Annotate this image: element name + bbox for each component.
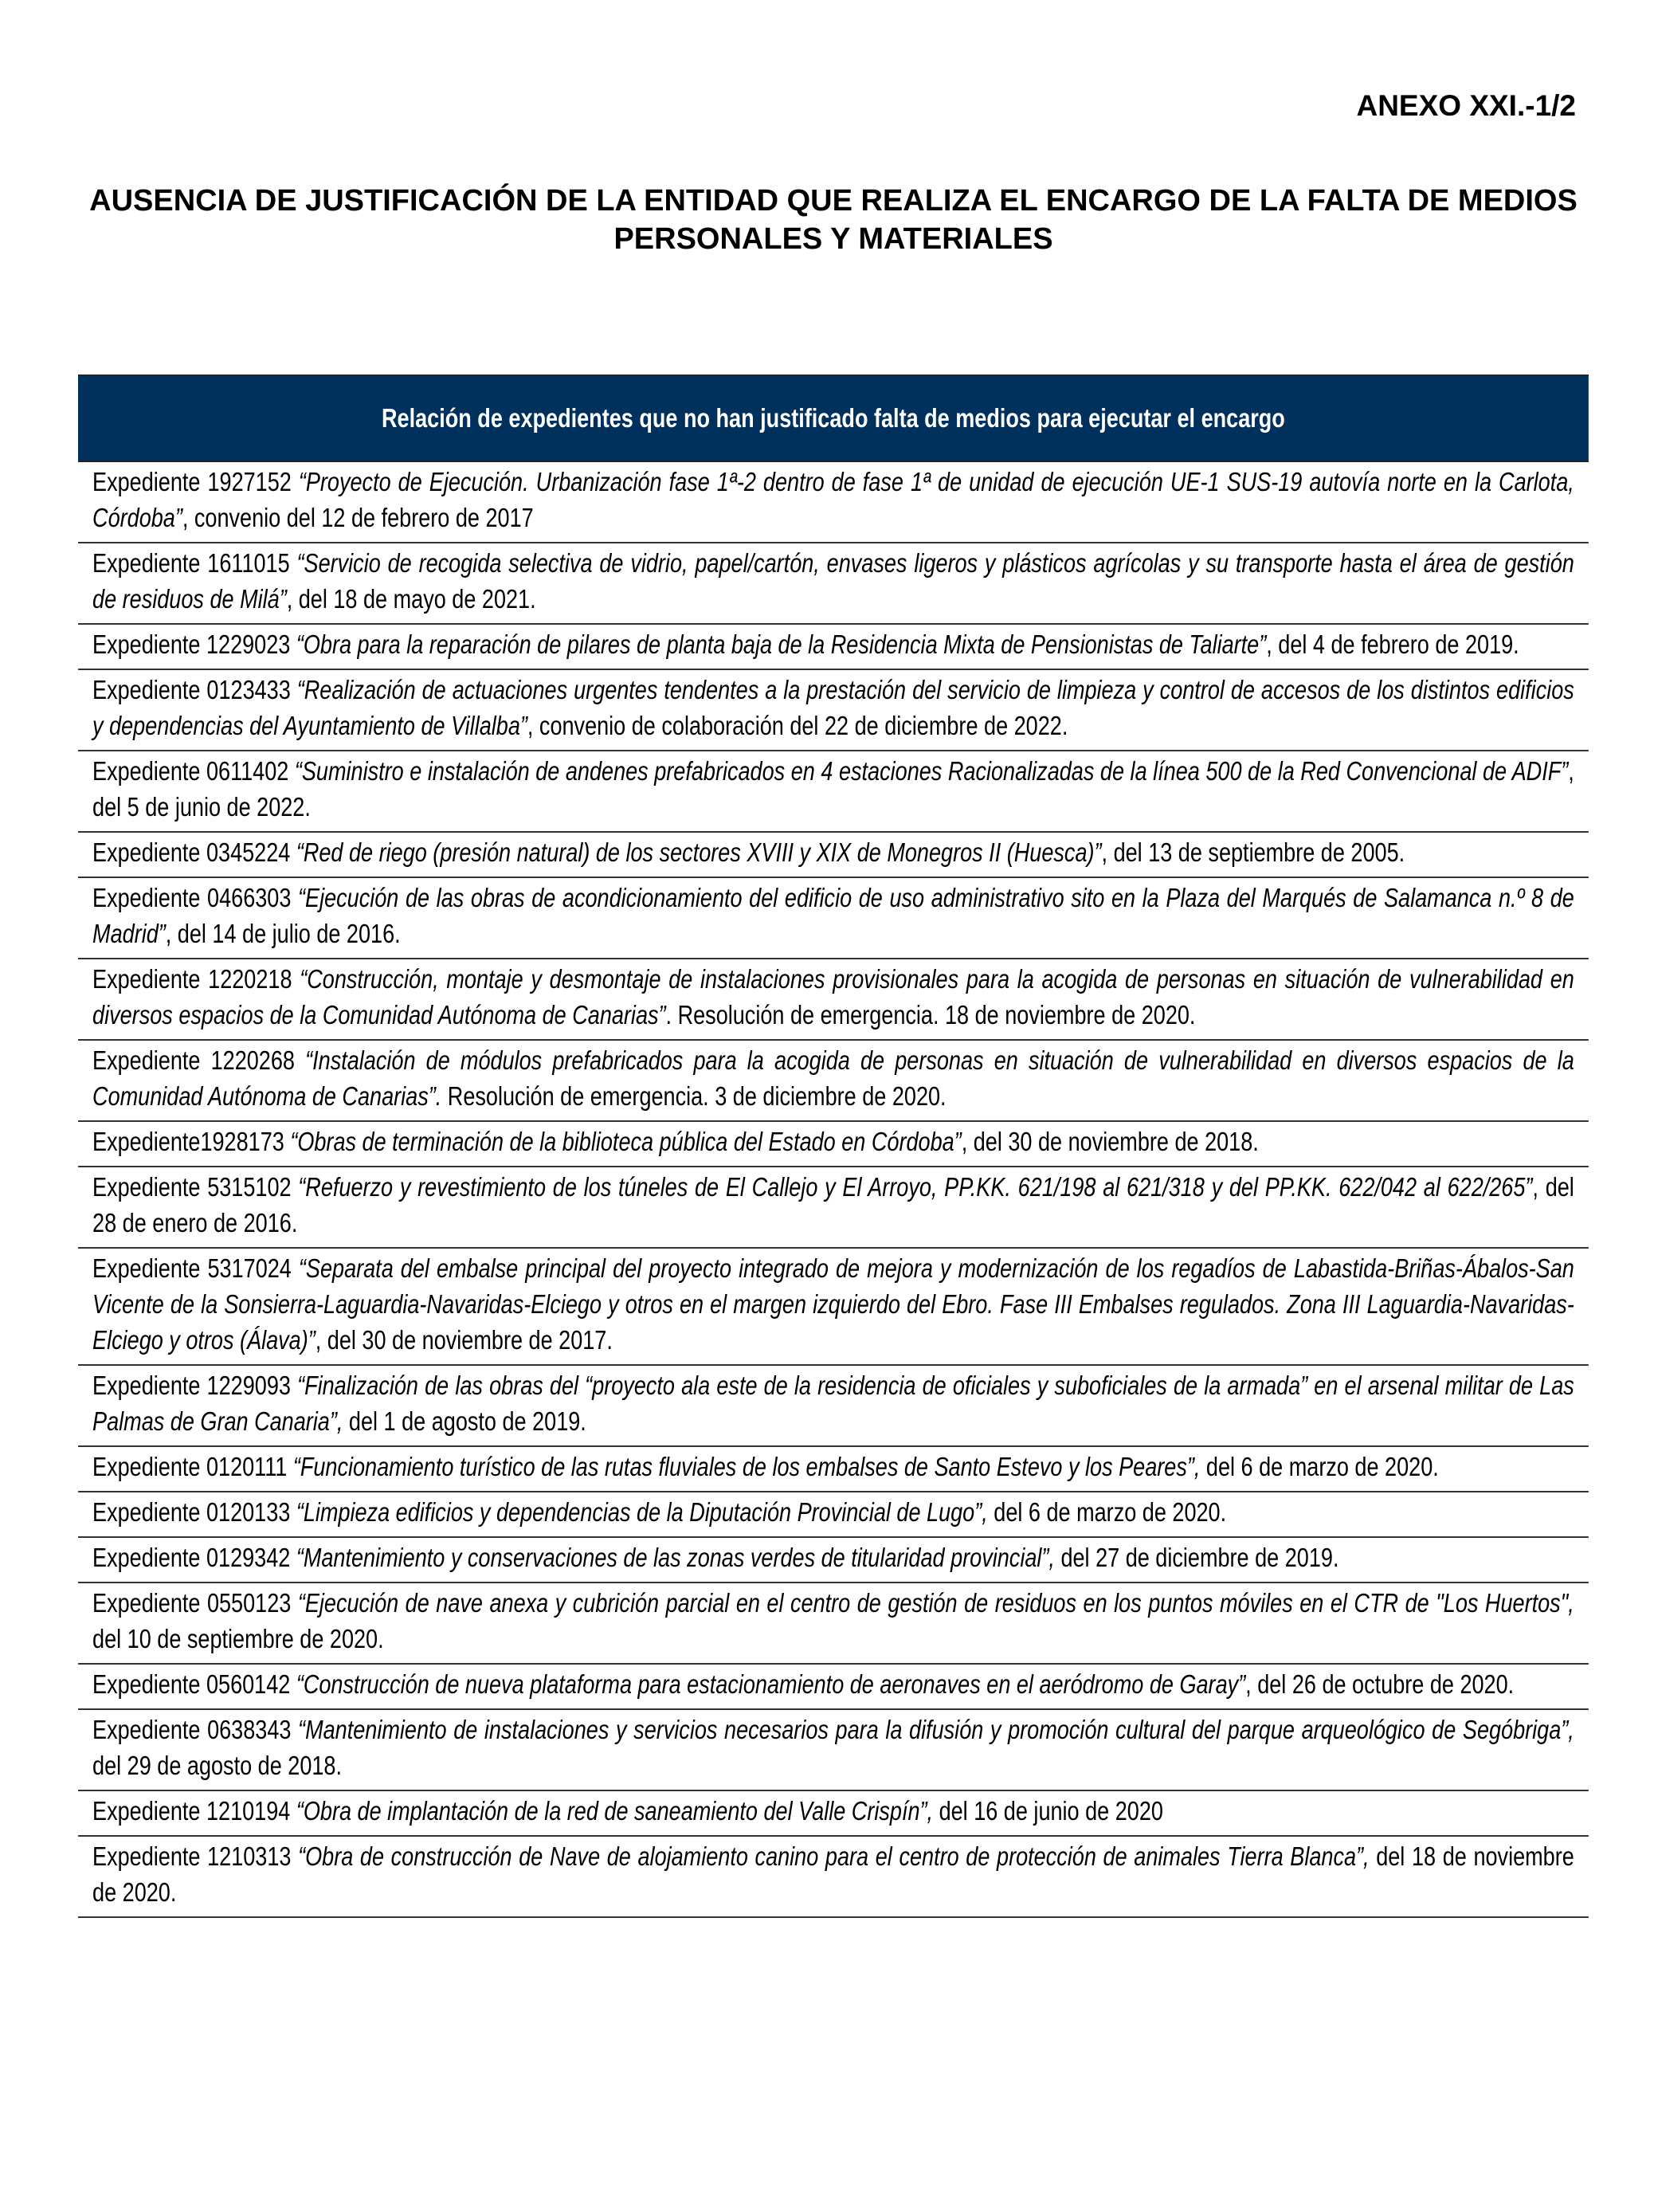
expediente-number: Expediente 0638343 [92, 1715, 299, 1744]
expediente-date: , del 30 de noviembre de 2018. [961, 1127, 1259, 1156]
expediente-number: Expediente 5317024 [92, 1253, 299, 1283]
table-row [78, 1583, 1589, 1665]
expediente-date: . Resolución de emergencia. 18 de noviembre de 2020. [665, 1000, 1196, 1030]
table-row [78, 462, 1589, 543]
table-header: Relación de expedientes que no han justificado falta de medios para ejecutar el encargo [78, 375, 1589, 462]
table-row [78, 1167, 1589, 1249]
expediente-title: “Construcción de nueva plataforma para estacionamiento de aeronaves en el aeródromo de Garay” [296, 1669, 1246, 1699]
expediente-date: , del 26 de octubre de 2020. [1245, 1669, 1515, 1699]
table-row [78, 1492, 1589, 1538]
expediente-title: “Ejecución de nave anexa y cubrición parcial en el centro de gestión de residuos en los puntos móviles en el CTR de "Los Huertos", [297, 1588, 1574, 1618]
table-row [78, 1122, 1589, 1167]
expediente-title: “Finalización de las obras del “proyecto ala este de la residencia de oficiales y suboficiales de la armada” en el arsenal militar de Las Palmas de Gran Canaria”, [92, 1371, 1574, 1436]
expediente-number: Expediente 1611015 [92, 548, 297, 578]
expediente-title: “Ejecución de las obras de acondicionamiento del edificio de uso administrativo sito en la Plaza del Marqués de Salamanca n.º 8 de Madrid” [92, 883, 1574, 948]
table-row [78, 1041, 1589, 1122]
table-row [78, 833, 1589, 878]
expediente-number: Expediente1928173 [92, 1127, 291, 1156]
expediente-number: Expediente 0466303 [92, 883, 299, 912]
expediente-title: “Realización de actuaciones urgentes tendentes a la prestación del servicio de limpieza y control de accesos de los distintos edificios y dependencias del Ayuntamiento de Villalba” [92, 675, 1574, 740]
expediente-number: Expediente 1210194 [92, 1796, 296, 1826]
table-row [78, 1837, 1589, 1918]
expediente-date: Resolución de emergencia. 3 de diciembre de 2020. [441, 1081, 947, 1111]
table-body [78, 462, 1589, 1918]
expediente-title: “Separata del embalse principal del proyecto integrado de mejora y modernización de los regadíos de Labastida-Briñas-Ábalos-San Vicente de la Sonsierra-Laguardia-Navaridas-Elciego y otros en el margen izquierdo del Ebro. Fase III Embalses regulados. Zona III Laguardia-Navaridas-Elciego y otros (Álava)” [92, 1253, 1574, 1355]
expediente-title: “Suministro e instalación de andenes prefabricados en 4 estaciones Racionalizadas de la línea 500 de la Red Convencional de ADIF” [294, 756, 1569, 786]
expediente-date: del 18 de noviembre de 2020. [92, 1841, 1574, 1907]
expediente-date: , del 30 de noviembre de 2017. [315, 1325, 613, 1355]
page-title: AUSENCIA DE JUSTIFICACIÓN DE LA ENTIDAD QUE REALIZA EL ENCARGO DE LA FALTA DE MEDIOS PERSONALES Y MATERIALES [89, 184, 1578, 256]
expediente-date: del 10 de septiembre de 2020. [92, 1624, 384, 1653]
expediente-number: Expediente 0123433 [92, 675, 297, 704]
expediente-title: “Mantenimiento de instalaciones y servicios necesarios para la difusión y promoción cultural del parque arqueológico de Segóbriga”, [298, 1715, 1574, 1744]
expediente-date: del 27 de diciembre de 2019. [1054, 1543, 1339, 1572]
table-row [78, 1366, 1589, 1447]
expediente-date: del 29 de agosto de 2018. [92, 1751, 343, 1780]
table-row [78, 543, 1589, 625]
expediente-title: “Refuerzo y revestimiento de los túneles de El Callejo y El Arroyo, PP.KK. 621/198 al 621/318 y del PP.KK. 622/042 al 622/265” [298, 1172, 1533, 1202]
table-row [78, 1710, 1589, 1791]
expediente-title: “Obra para la reparación de pilares de planta baja de la Residencia Mixta de Pensionistas de Taliarte” [296, 629, 1267, 659]
expediente-number: Expediente 0560142 [92, 1669, 296, 1699]
expediente-number: Expediente 1220268 [92, 1045, 306, 1075]
table-row [78, 1538, 1589, 1583]
expediente-date: , del 4 de febrero de 2019. [1266, 629, 1519, 659]
expediente-date: del 6 de marzo de 2020. [1200, 1452, 1439, 1481]
expediente-title: “Red de riego (presión natural) de los sectores XVIII y XIX de Monegros II (Huesca)” [296, 837, 1102, 867]
expediente-number: Expediente 0120111 [92, 1452, 293, 1481]
expediente-title: “Obra de implantación de la red de saneamiento del Valle Crispín”, [296, 1796, 934, 1826]
expediente-date: del 1 de agosto de 2019. [343, 1406, 586, 1436]
expediente-date: , del 14 de julio de 2016. [165, 919, 401, 948]
expediente-number: Expediente 1210313 [92, 1841, 299, 1871]
expediente-date: , convenio del 12 de febrero de 2017 [182, 503, 534, 532]
expediente-number: Expediente 1927152 [92, 467, 299, 496]
expediente-number: Expediente 0129342 [92, 1543, 296, 1572]
expediente-date: , del 13 de septiembre de 2005. [1101, 837, 1405, 867]
expediente-number: Expediente 0120133 [92, 1497, 296, 1527]
expediente-title: “Obra de construcción de Nave de alojamiento canino para el centro de protección de animales Tierra Blanca”, [298, 1841, 1370, 1871]
table-row [78, 959, 1589, 1041]
expediente-date: , del 5 de junio de 2022. [92, 756, 1574, 822]
expediente-title: “Instalación de módulos prefabricados para la acogida de personas en situación de vulnerabilidad en diversos espacios de la Comunidad Autónoma de Canarias”. [92, 1045, 1574, 1111]
expediente-date: , del 18 de mayo de 2021. [286, 584, 536, 614]
expediente-title: “Servicio de recogida selectiva de vidrio, papel/cartón, envases ligeros y plásticos agrícolas y su transporte hasta el área de gestión de residuos de Milá” [92, 548, 1574, 614]
expediente-date: del 16 de junio de 2020 [933, 1796, 1163, 1826]
table-row [78, 878, 1589, 959]
expediente-number: Expediente 0345224 [92, 837, 296, 867]
table-row [78, 670, 1589, 751]
expediente-number: Expediente 0550123 [92, 1588, 298, 1618]
table-row [78, 1447, 1589, 1492]
expediente-date: del 6 de marzo de 2020. [987, 1497, 1227, 1527]
expediente-number: Expediente 1229023 [92, 629, 296, 659]
expediente-title: “Mantenimiento y conservaciones de las zonas verdes de titularidad provincial”, [296, 1543, 1055, 1572]
expediente-title: “Obras de terminación de la biblioteca pública del Estado en Córdoba” [290, 1127, 962, 1156]
expediente-title: “Construcción, montaje y desmontaje de instalaciones provisionales para la acogida de personas en situación de vulnerabilidad en diversos espacios de la Comunidad Autónoma de Canarias” [92, 964, 1574, 1030]
annex-label: ANEXO XXI.-1/2 [1356, 89, 1576, 122]
table-row [78, 1665, 1589, 1710]
table-row [78, 1791, 1589, 1837]
table-row [78, 625, 1589, 670]
expediente-number: Expediente 5315102 [92, 1172, 299, 1202]
expediente-number: Expediente 1229093 [92, 1371, 298, 1400]
table-row [78, 751, 1589, 833]
expedientes-table [78, 375, 1589, 1918]
expediente-title: “Proyecto de Ejecución. Urbanización fase 1ª-2 dentro de fase 1ª de unidad de ejecución UE-1 SUS-19 autovía norte en la Carlota, Córdoba” [92, 467, 1574, 532]
expediente-number: Expediente 1220218 [92, 964, 300, 994]
expediente-title: “Limpieza edificios y dependencias de la Diputación Provincial de Lugo”, [296, 1497, 988, 1527]
expediente-title: “Funcionamiento turístico de las rutas fluviales de los embalses de Santo Estevo y los Peares”, [292, 1452, 1201, 1481]
expediente-date: , convenio de colaboración del 22 de diciembre de 2022. [527, 711, 1068, 740]
table-row [78, 1249, 1589, 1366]
expediente-number: Expediente 0611402 [92, 756, 295, 786]
expediente-date: , del 28 de enero de 2016. [92, 1172, 1574, 1237]
